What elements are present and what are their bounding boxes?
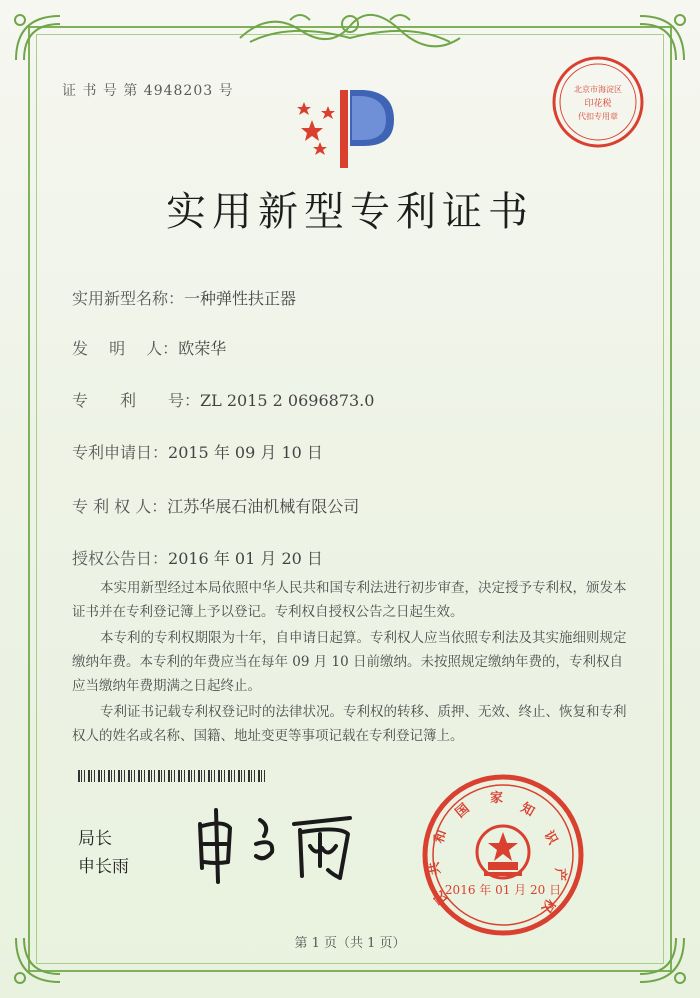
corner-ornament-top-left (8, 8, 68, 68)
signatory-name: 申长雨 (78, 857, 129, 877)
field-label: 授权公告日： (72, 549, 169, 568)
svg-text:知: 知 (518, 800, 537, 820)
tax-seal-top-right (548, 52, 648, 152)
svg-text:权: 权 (538, 896, 558, 915)
signatory-title: 局长 (78, 829, 112, 849)
svg-text:家: 家 (490, 791, 504, 806)
certificate-number: 证 书 号 第 4948203 号 (62, 83, 234, 99)
seal-date: 2016 年 01 月 20 日 (444, 883, 562, 897)
svg-text:和: 和 (431, 828, 451, 846)
field-label: 发 明 人： (72, 339, 179, 358)
seal-tr-line3: 代扣专用章 (578, 112, 618, 121)
svg-text:共: 共 (426, 860, 444, 876)
field-inventor (72, 336, 226, 359)
field-label: 专 利 权 人： (72, 497, 168, 516)
seal-tr-line1: 北京市海淀区 (574, 85, 622, 94)
field-value: ZL 2015 2 0696873.0 (200, 391, 375, 410)
field-label: 专 利 号： (72, 391, 201, 410)
paragraph-legal-status: 专利证书记载专利权登记时的法律状况。专利权的转移、质押、无效、终止、恢复和专利权人的姓名或名称、国籍、地址变更等事项记载在专利登记簿上。 (72, 704, 627, 744)
field-value: 欧荣华 (178, 339, 227, 358)
handwritten-signature (190, 806, 370, 886)
field-label: 实用新型名称： (72, 289, 185, 308)
paragraph-grant: 本实用新型经过本局依照中华人民共和国专利法进行初步审查，决定授予专利权，颁发本证书并在专利登记簿上予以登记。专利权自授权公告之日起生效。 (72, 580, 627, 620)
svg-text:国: 国 (452, 801, 473, 822)
svg-text:识: 识 (540, 828, 561, 848)
svg-text:产: 产 (552, 868, 567, 882)
field-patent-number (72, 388, 374, 411)
field-label: 专利申请日： (72, 443, 169, 462)
field-value: 一种弹性扶正器 (184, 289, 297, 308)
national-emblem-icon (477, 826, 529, 878)
field-value: 2016 年 01 月 20 日 (168, 549, 323, 568)
field-grant-date (72, 546, 323, 569)
field-value: 2015 年 09 月 10 日 (168, 443, 323, 462)
field-application-date (72, 440, 323, 463)
patent-office-logo (290, 80, 410, 172)
field-patentee (72, 494, 359, 517)
page-footer: 第 1 页（共 1 页） (294, 936, 406, 951)
paragraph-term: 本专利的专利权期限为十年，自申请日起算。专利权人应当依照专利法及其实施细则规定缴纳年费。本专利的年费应当在每年 09 月 10 日前缴纳。未按照规定缴纳年费的，专利权自应当缴纳年费期满之日起终止。 (72, 630, 627, 694)
barcode (78, 770, 268, 782)
field-utility-model-name (72, 286, 296, 309)
field-value: 江苏华展石油机械有限公司 (167, 497, 360, 516)
seal-tr-line2: 印花税 (584, 99, 612, 109)
svg-text:民: 民 (431, 887, 452, 908)
top-ornament (230, 8, 470, 52)
document-title: 实用新型专利证书 (166, 189, 534, 235)
national-ip-seal (418, 770, 588, 940)
